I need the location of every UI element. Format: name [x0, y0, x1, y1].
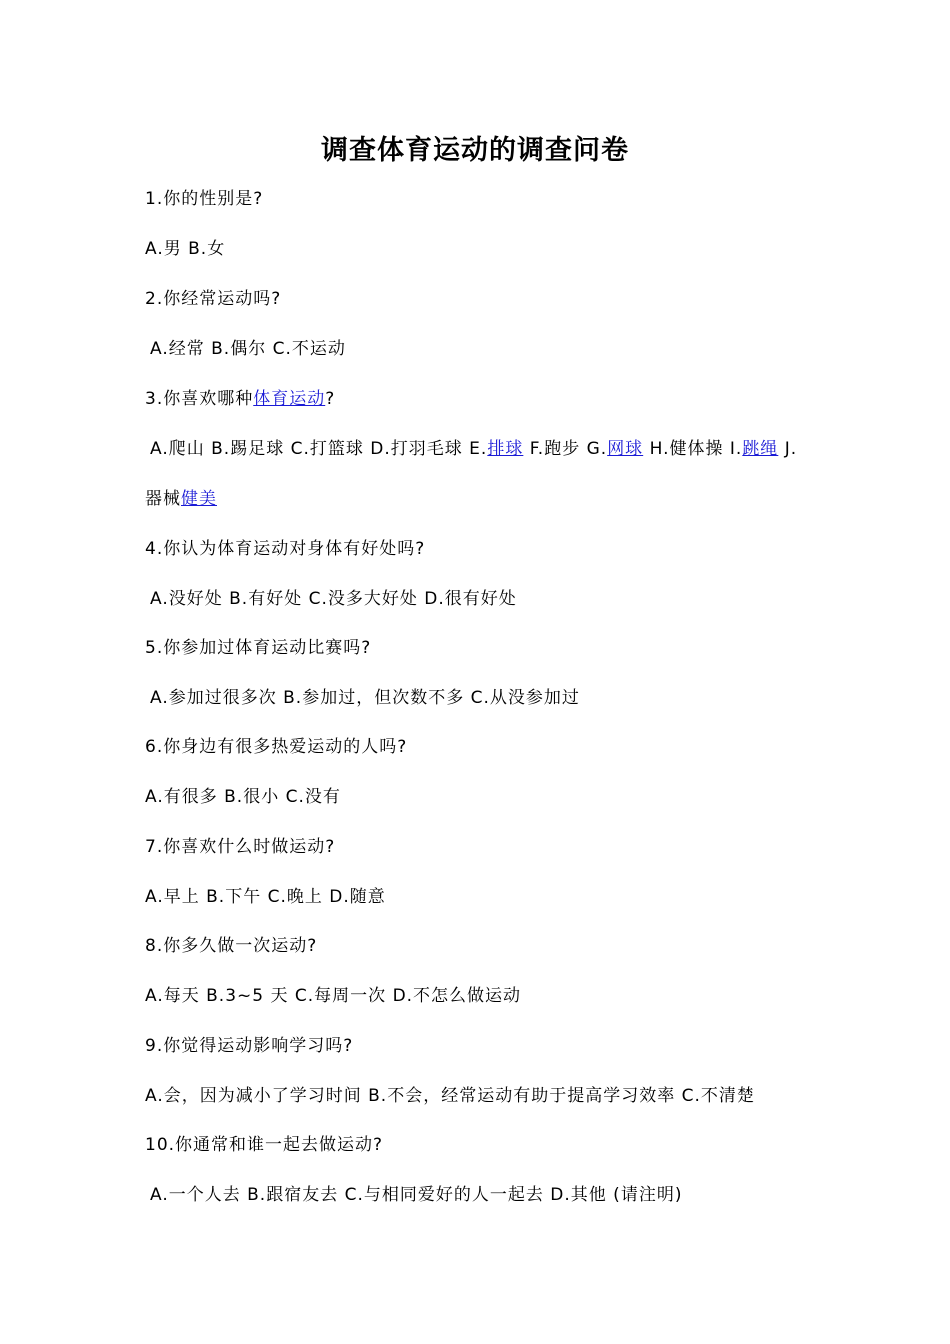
- question-5: 5.你参加过体育运动比赛吗?: [145, 638, 372, 658]
- options-3: [150, 435, 797, 463]
- question-9: 9.你觉得运动影响学习吗?: [145, 1036, 354, 1056]
- options-10: A.一个人去 B.跟宿友去 C.与相同爱好的人一起去 D.其他 (请注明): [150, 1185, 683, 1205]
- question-3-suffix: ?: [325, 389, 336, 409]
- options-6: A.有很多 B.很小 C.没有: [145, 787, 341, 807]
- options-3-a: A.爬山 B.踢足球 C.打篮球 D.打羽毛球 E.: [150, 439, 488, 459]
- options-8: A.每天 B.3~5 天 C.每周一次 D.不怎么做运动: [145, 986, 522, 1006]
- question-1: 1.你的性别是?: [145, 189, 264, 209]
- options-5: A.参加过很多次 B.参加过，但次数不多 C.从没参加过: [150, 688, 580, 708]
- link-tennis[interactable]: 网球: [607, 439, 644, 459]
- question-4: 4.你认为体育运动对身体有好处吗?: [145, 539, 426, 559]
- question-8: 8.你多久做一次运动?: [145, 936, 318, 956]
- options-1: A.男 B.女: [145, 239, 226, 259]
- question-10: 10.你通常和谁一起去做运动?: [145, 1135, 384, 1155]
- question-6: 6.你身边有很多热爱运动的人吗?: [145, 737, 408, 757]
- link-rope-skipping[interactable]: 跳绳: [742, 439, 779, 459]
- options-3-j-text: 器械: [145, 489, 181, 509]
- link-bodybuilding[interactable]: 健美: [181, 489, 217, 509]
- options-3-continued: [145, 485, 217, 513]
- question-2: 2.你经常运动吗?: [145, 289, 282, 309]
- question-7: 7.你喜欢什么时做运动?: [145, 837, 336, 857]
- question-3: [145, 385, 335, 413]
- options-3-j: J.: [778, 439, 798, 459]
- options-3-f: F.跑步 G.: [523, 439, 608, 459]
- question-3-text: 3.你喜欢哪种: [145, 389, 254, 409]
- options-3-h: H.健体操 I.: [643, 439, 743, 459]
- link-volleyball[interactable]: 排球: [487, 439, 524, 459]
- options-9: A.会，因为减小了学习时间 B.不会，经常运动有助于提高学习效率 C.不清楚: [145, 1086, 755, 1106]
- options-7: A.早上 B.下午 C.晚上 D.随意: [145, 887, 386, 907]
- document-title: 调查体育运动的调查问卷: [321, 135, 629, 166]
- options-4: A.没好处 B.有好处 C.没多大好处 D.很有好处: [150, 589, 517, 609]
- options-2: A.经常 B.偶尔 C.不运动: [150, 339, 346, 359]
- link-sports[interactable]: 体育运动: [253, 389, 326, 409]
